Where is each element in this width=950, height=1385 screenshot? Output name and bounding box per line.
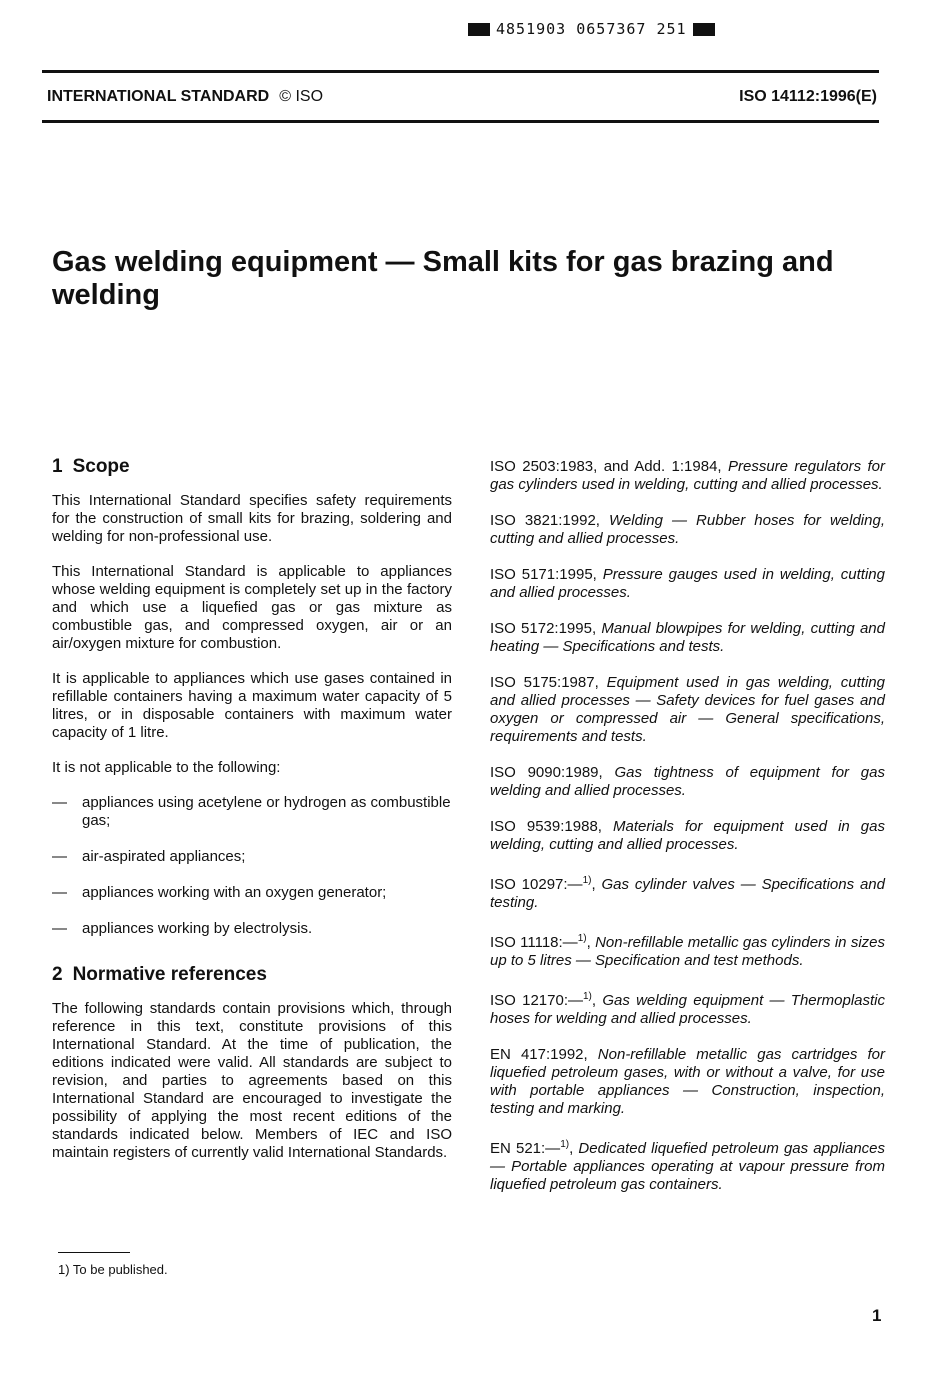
references-column — [490, 458, 885, 1212]
reference-item: EN 417:1992, Non-refillable metallic gas cartridges for liquefied petroleum gases, with or without a valve, for use with portable appliances — Construction, inspection, testing and marking. — [490, 1046, 885, 1117]
exclusion-list-item: — air-aspirated appliances; — [52, 848, 246, 865]
header-standard-type: INTERNATIONAL STANDARD — [47, 88, 270, 105]
scope-paragraph: It is not applicable to the following: — [52, 759, 281, 776]
reference-item: ISO 3821:1992, Welding — Rubber hoses for welding, cutting and allied processes. — [490, 512, 885, 547]
barcode-text: 4851903 0657367 251 — [496, 20, 687, 38]
reference-item: ISO 9539:1988, Materials for equipment used in gas welding, cutting and allied processes. — [490, 818, 885, 853]
header-bottom-rule — [42, 120, 879, 123]
normative-paragraph: The following standards contain provisions which, through reference in this text, constitute provisions of this International Standard. At the time of publication, the editions indicated were valid. All standards are subject to revision, and parties to agreements based on this International Standard are encouraged to investigate the possibility of applying the most recent editions of the standards indicated below. Members of IEC and ISO maintain registers of currently valid International Standards. — [52, 1000, 452, 1161]
header-standard-number: ISO 14112:1996(E) — [739, 88, 877, 105]
section-normative-heading: 2 Normative references — [52, 964, 267, 985]
header-copyright: © ISO — [279, 88, 324, 105]
page-number: 1 — [872, 1306, 882, 1325]
reference-item: ISO 12170:—$^{1)}$, Gas welding equipment — Thermoplastic hoses for welding and allied processes. — [490, 991, 885, 1027]
exclusion-list-item: — appliances using acetylene or hydrogen as combustible gas; — [52, 794, 451, 829]
header-top-rule — [42, 70, 879, 73]
scope-paragraph: This International Standard specifies safety requirements for the construction of small kits for brazing, soldering and welding for non-professional use. — [52, 492, 452, 545]
reference-item: ISO 5171:1995, Pressure gauges used in welding, cutting and allied processes. — [490, 566, 885, 601]
scope-paragraph: This International Standard is applicable to appliances whose welding equipment is completely set up in the factory and which use a liquefied gas or gas mixture as combustible gas, and compressed oxygen, air or an air/oxygen mixture for combustion. — [52, 563, 452, 652]
reference-item: ISO 9090:1989, Gas tightness of equipment for gas welding and allied processes. — [490, 764, 885, 799]
scope-paragraph: It is applicable to appliances which use gases contained in refillable containers having a maximum water capacity of 5 litres, or in disposable containers with maximum water capacity of 1 litre. — [52, 670, 452, 741]
exclusion-list-item: — appliances working by electrolysis. — [52, 920, 313, 937]
reference-item: ISO 2503:1983, and Add. 1:1984, Pressure regulators for gas cylinders used in welding, cutting and allied processes. — [490, 458, 886, 493]
exclusion-list-item: — appliances working with an oxygen generator; — [52, 884, 387, 901]
reference-item: ISO 5172:1995, Manual blowpipes for welding, cutting and heating — Specifications and tests. — [490, 620, 885, 655]
left-column — [52, 458, 452, 1179]
reference-item: EN 521:—$^{1)}$, Dedicated liquefied petroleum gas appliances — Portable appliances operating at vapour pressure from liquefied petroleum gas containers. — [490, 1139, 885, 1193]
footnote: 1) To be published. — [58, 1262, 168, 1277]
reference-item: ISO 5175:1987, Equipment used in gas welding, cutting and allied processes — Safety devices for fuel gases and oxygen or compressed air — General specifications, requirements and tests. — [490, 674, 885, 745]
footnote-rule — [58, 1252, 130, 1253]
reference-item: ISO 11118:—$^{1)}$, Non-refillable metallic gas cylinders in sizes up to 5 litres — Specification and test methods. — [490, 933, 885, 969]
reference-item: ISO 10297:—$^{1)}$, Gas cylinder valves — Specifications and testing. — [490, 875, 885, 911]
barcode-line — [462, 20, 721, 38]
document-title: Gas welding equipment — Small kits for gas brazing and welding — [52, 246, 834, 311]
section-scope-heading: 1 Scope — [52, 456, 130, 477]
